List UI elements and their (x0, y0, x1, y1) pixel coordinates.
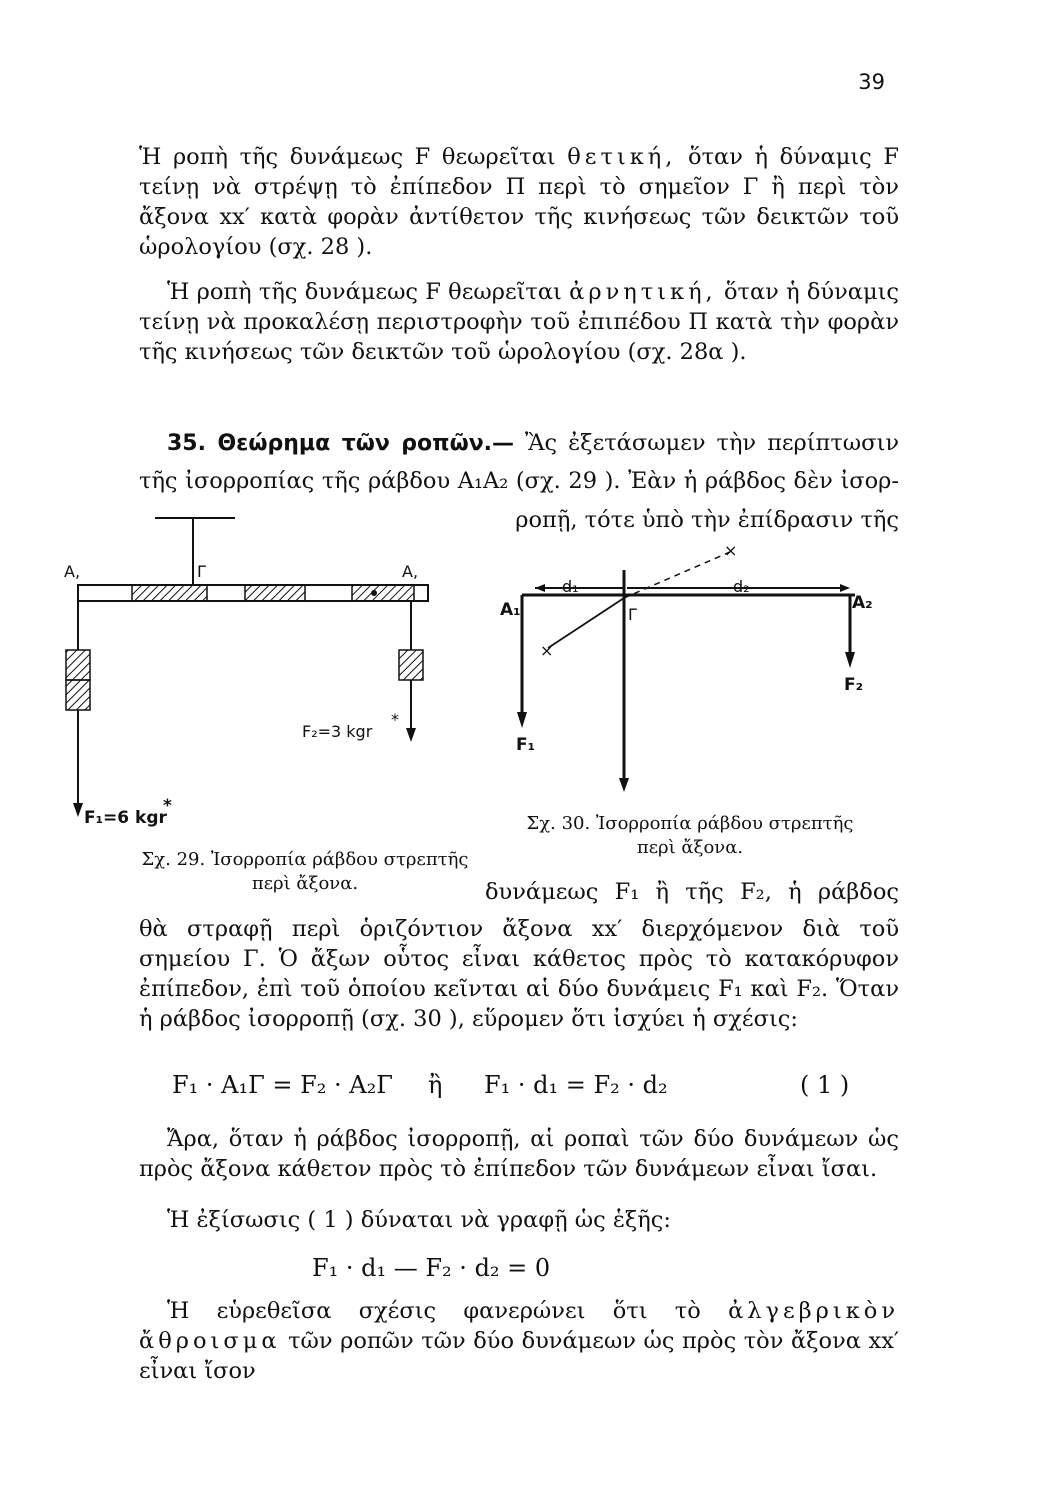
para1-text-b: ὅταν ἡ δύναμις F τείνῃ νὰ στρέψῃ τὸ ἐπίπεδον Π περὶ τὸ σημεῖον Γ ἢ περὶ τὸν ἄξονα xx′ κατὰ φορὰν ἀντίθετον τῆς κινήσεως τῶν δεικτῶν τοῦ ὡρολογίου (σχ. 28 ). (139, 144, 899, 260)
para1-emphasis: θετική, (567, 144, 677, 170)
fig30-label-a2: A₂ (852, 593, 873, 613)
fig30-caption-line2: περὶ ἄξονα. (636, 837, 744, 858)
section35-line1 (167, 428, 899, 459)
fig30-label-f2: F₂ (844, 675, 864, 695)
paragraph-algebraic-sum (139, 1296, 899, 1386)
fig29-label-gamma: Γ (197, 562, 206, 581)
para2-emphasis: ἀρνητική, (569, 279, 717, 305)
para3-line1: δυνάμεως F₁ ἢ τῆς F₂, ἡ ράβδος (485, 879, 899, 905)
paragraph-equation-intro: Ἡ ἐξίσωσις ( 1 ) δύναται νὰ γραφῇ ὡς ἑξῆς: (167, 1207, 671, 1233)
fig29-label-a2: A, (402, 562, 419, 581)
figure-30 (490, 540, 890, 805)
section-heading: 35. Θεώρημα τῶν ροπῶν.— (167, 431, 515, 456)
fig30-dim-d2-arrow (840, 584, 850, 592)
fig30-axis-mark-lower: × (540, 641, 554, 660)
fig29-left-weight-2 (66, 680, 90, 710)
fig29-hatch-3 (352, 585, 414, 601)
fig29-hatch-1 (132, 585, 207, 601)
fig30-force-f2-arrow (845, 652, 855, 668)
fig29-label-a1: A, (64, 562, 81, 581)
para6-emphasis: ἀλγεβρικὸν ἄθροισμα (139, 1298, 899, 1354)
fig30-pivot-arrow (619, 778, 629, 792)
fig29-caption-line2: περὶ ἄξονα. (251, 873, 359, 894)
fig29-label-f2-mark: * (391, 710, 399, 729)
fig30-caption-line1: Σχ. 30. Ἰσορροπία ράβδου στρεπτῆς (526, 813, 854, 834)
fig30-label-d2: d₂ (733, 577, 750, 596)
fig30-axis-xx-solid (548, 598, 624, 648)
fig30-label-gamma: Γ (628, 605, 637, 624)
section35-line2: τῆς ἰσορροπίας τῆς ράβδου A₁A₂ (σχ. 29 ). Ἐὰν ἡ ράβδος δὲν ἰσορ- (139, 468, 899, 494)
fig30-axis-xx-dashed (624, 552, 730, 598)
fig29-label-f2: F₂=3 kgr (302, 722, 373, 741)
fig30-dim-d1-arrow (535, 584, 545, 592)
para6-text-a: Ἡ εὑρεθεῖσα σχέσις φανερώνει ὅτι τὸ (167, 1298, 729, 1324)
fig29-right-weight (399, 650, 423, 680)
paragraph-rotation-axis: θὰ στραφῇ περὶ ὁριζόντιον ἄξονα xx′ διερχόμενον διὰ τοῦ σημείου Γ. Ὁ ἄξων οὗτος εἶναι κάθετος πρὸς τὸ κατακόρυφον ἐπίπεδον, ἐπὶ τοῦ ὁποίου κεῖνται αἱ δύο δυνάμεις F₁ καὶ F₂. Ὅταν ἡ ράβδος ἰσορροπῇ (σχ. 30 ), εὕρομεν ὅτι ἰσχύει ἡ σχέσις: (139, 916, 899, 1032)
fig29-pivot-dot (371, 590, 377, 596)
paragraph-negative-moment (139, 277, 899, 367)
equation-1-right: F₁ · d₁ = F₂ · d₂ (484, 1071, 668, 1099)
para1-text-a: Ἡ ροπὴ τῆς δυνάμεως F θεωρεῖται (139, 144, 568, 170)
fig29-force-f2-arrow (406, 728, 416, 742)
paragraph-positive-moment (139, 142, 899, 262)
figure-29 (60, 505, 460, 840)
fig30-caption (480, 812, 900, 860)
fig29-label-f1-mark: * (163, 796, 172, 816)
section35-line1-rest: Ἂς ἐξετάσωμεν τὴν περίπτωσιν (514, 430, 900, 456)
fig30-force-f1-arrow (517, 712, 527, 728)
para2-text-a: Ἡ ροπὴ τῆς δυνάμεως F θεωρεῖται (167, 279, 570, 305)
fig29-caption (110, 848, 500, 896)
fig30-label-f1: F₁ (516, 735, 536, 755)
page-number: 39 (858, 70, 885, 94)
fig29-force-f1-arrow (73, 803, 83, 817)
equation-1-or: ἢ (428, 1071, 443, 1099)
equation-2: F₁ · d₁ — F₂ · d₂ = 0 (312, 1254, 551, 1282)
equation-1-left: F₁ · A₁Γ = F₂ · A₂Γ (172, 1071, 393, 1099)
fig30-label-d1: d₁ (562, 577, 579, 596)
fig30-axis-mark-upper: × (724, 541, 738, 560)
paragraph-conclusion: Ἄρα, ὅταν ἡ ράβδος ἰσορροπῇ, αἱ ροπαὶ τῶν δύο δυνάμεων ὡς πρὸς ἄξονα κάθετον πρὸς τὸ ἐπίπεδον τῶν δυνάμεων εἶναι ἴσαι. (139, 1126, 899, 1182)
fig29-caption-line1: Σχ. 29. Ἰσορροπία ράβδου στρεπτῆς (141, 849, 469, 870)
para2-text-b: ὅταν ἡ δύναμις τείνῃ νὰ προκαλέσῃ περιστροφὴν τοῦ ἐπιπέδου Π κατὰ τὴν φορὰν τῆς κινήσεως τῶν δεικτῶν τοῦ ὡρολογίου (σχ. 28α ). (139, 279, 899, 365)
section35-line3: ροπῇ, τότε ὑπὸ τὴν ἐπίδρασιν τῆς (515, 507, 899, 533)
equation-1-number: ( 1 ) (800, 1071, 850, 1099)
fig29-left-weight-1 (66, 650, 90, 680)
fig29-label-f1: F₁=6 kgr (84, 808, 167, 828)
fig29-hatch-2 (245, 585, 305, 601)
para6-text-b: τῶν ροπῶν τῶν δύο δυνάμεων ὡς πρὸς τὸν ἄξονα xx′ εἶναι ἴσον (139, 1328, 899, 1384)
fig30-label-a1: A₁ (500, 600, 521, 620)
